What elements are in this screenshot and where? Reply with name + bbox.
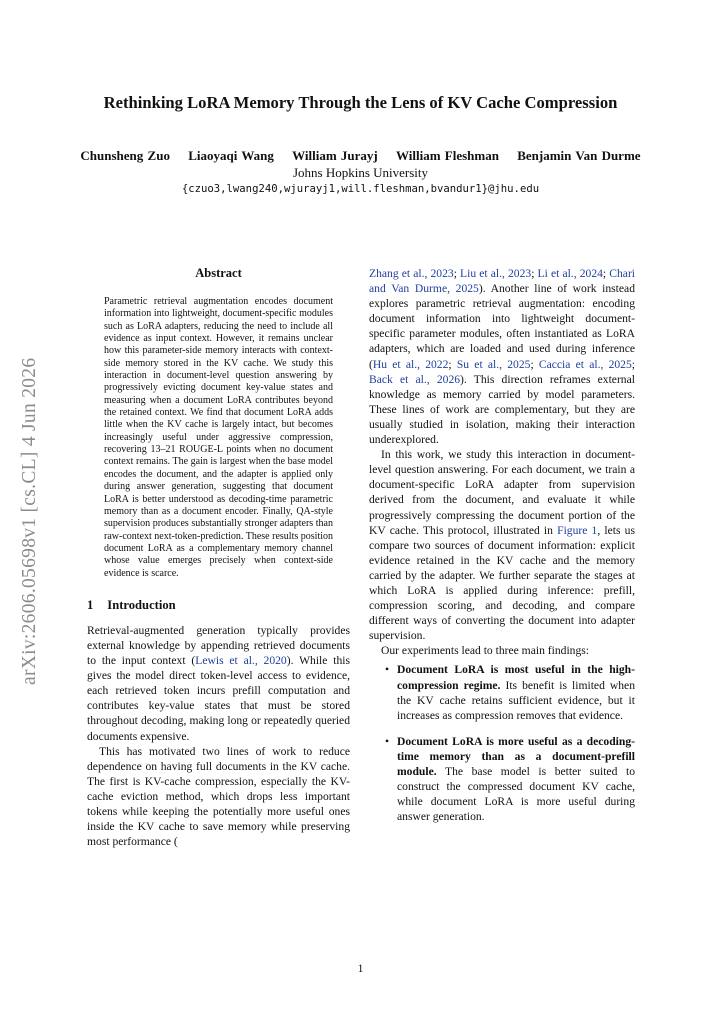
- citation-link[interactable]: Liu et al., 2023: [460, 267, 532, 280]
- paper-title: Rethinking LoRA Memory Through the Lens of KV Cache Compression: [103, 93, 618, 112]
- paragraph-text: In this work, we study this interaction in document-level question answering. For each document, we train a document-specific LoRA adapter from supervision derived from the document, and evaluate it while progressively compressing the document portion of the KV cache. This protocol, illustrated in: [369, 448, 635, 537]
- intro-paragraph-3: [369, 447, 635, 643]
- left-column: [87, 266, 350, 849]
- affiliation: Johns Hopkins University: [292, 165, 429, 180]
- author-emails: {czuo3,lwang240,wjurayj1,will.fleshman,bvandur1}@jhu.edu: [181, 183, 540, 195]
- author-name: Chunsheng Zuo: [80, 148, 170, 163]
- section-heading-introduction: [87, 598, 350, 613]
- abstract-heading: Abstract: [195, 266, 242, 280]
- finding-title: Document LoRA is most useful in the high-compression regime.: [397, 663, 635, 692]
- citation-link[interactable]: Back et al., 2026: [369, 372, 461, 386]
- citation-link[interactable]: Caccia et al., 2025: [538, 357, 632, 371]
- author-name: William Jurayj: [292, 148, 378, 163]
- paragraph-text: ). Another line of work instead explores parametric retrieval augmentation: encoding document information into lightweight document-specific parameter modules, often instantiated as LoRA adapters, which are loaded and used during inference (: [369, 282, 635, 371]
- author-name: Liaoyaqi Wang: [188, 148, 274, 163]
- citation-link[interactable]: Li et al., 2024: [537, 267, 603, 280]
- author-name: William Fleshman: [395, 148, 499, 163]
- page-number: 1: [357, 962, 364, 975]
- citation-link[interactable]: Lewis et al., 2020: [195, 654, 287, 668]
- section-title: Introduction: [107, 597, 176, 612]
- intro-paragraph-4: Our experiments lead to three main findings:: [381, 644, 589, 658]
- citation-link[interactable]: Hu et al., 2022: [372, 357, 449, 371]
- paragraph-text: This has motivated two lines of work to reduce dependence on having full documents in the KV cache. The first is KV-cache compression, especially the KV-cache eviction method, which drops less important tokens while keeping the potentially more useful ones inside the KV cache to save memory while preserving most performance (: [87, 744, 350, 849]
- finding-title: Document LoRA is more useful as a decoding-time memory than as a document-prefill module.: [397, 734, 635, 778]
- citation-link[interactable]: Chari and Van Durme, 2025: [369, 267, 636, 296]
- author-list: [0, 148, 721, 164]
- findings-list: [369, 662, 635, 824]
- right-column: [369, 266, 635, 835]
- list-item: [369, 662, 635, 722]
- paragraph-text: , lets us compare two sources of document information: explicit evidence retained in the KV cache and the memory carried by the adapter. We further separate the stages at which LoRA is applied during inference: prefill, compression scoring, and decoding, and compare different ways of converting the document into adapter supervision.: [369, 523, 635, 643]
- bullet-icon: •: [385, 734, 390, 748]
- section-number: 1: [87, 597, 94, 612]
- intro-paragraph-1: [87, 623, 350, 744]
- arxiv-stamp: arXiv:2606.05698v1 [cs.CL] 4 Jun 2026: [19, 357, 40, 685]
- abstract-text: Parametric retrieval augmentation encodes document information into lightweight, document-specific modules such as LoRA adapters, reducing the need to include all evidence as input context. However, it remains unclear how this parameter-side memory interacts with context-side memory stored in the KV cache. We study this interaction in document-level question answering by progressively evicting document key-value states and measuring when a document LoRA contributes beyond the retained context. We find that document LoRA adds little when the KV cache is largely intact, but becomes increasingly useful under aggressive compression, recovering 13–21 ROUGE-L points when no document context remains. The gain is largest when the base model encodes the document, and the adapter is applied only during answer generation, suggesting that document LoRA is better understood as decoding-time parametric memory than as a document encoder. Finally, QA-style supervision produces substantially stronger adapters than raw-context next-token-prediction. These results position document LoRA as a complementary memory channel whose value emerges precisely when context-side evidence is scarce.: [104, 296, 333, 579]
- citation-link[interactable]: Su et al., 2025: [456, 357, 531, 371]
- finding-text: The base model is better suited to construct the compressed document KV cache, while document LoRA is more useful during answer generation.: [397, 765, 635, 824]
- intro-paragraph-2-continued: Zhang et al., 2023; Liu et al., 2023; Li et al., 2024; Chari and Van Durme, 2025). Another line of work instead explores parametric retrieval augmentation: encoding document information into lightweight document-specific parameter modules, often instantiated as LoRA adapters, which are loaded and used during inference (Hu et al., 2022; Su et al., 2025; Caccia et al., 2025; Back et al., 2026). This direction reframes external knowledge as memory carried by model parameters. These lines of work are complementary, but they are usually studied in isolation, making their interaction underexplored.: [369, 267, 636, 447]
- list-item: [369, 734, 635, 825]
- intro-paragraph-2: [87, 744, 350, 850]
- paragraph-text: ). This direction reframes external knowledge as memory carried by model parameters. These lines of work are complementary, but they are usually studied in isolation, making their interaction underexplored.: [369, 372, 635, 447]
- author-name: Benjamin Van Durme: [517, 148, 641, 163]
- bullet-icon: •: [385, 663, 390, 677]
- paragraph-text: ). While this gives the model direct token-level access to evidence, each retrieved token incurs prefill computation and contributes key-value states that must be stored throughout decoding, making long or repeatedly queried documents expensive.: [87, 654, 350, 743]
- paragraph-text: Retrieval-augmented generation typically provides external knowledge by appending retrieved documents to the input context (: [87, 623, 350, 668]
- finding-text: Its benefit is limited when the KV cache retains sufficient evidence, but it increases as compression removes that evidence.: [397, 678, 636, 722]
- figure-link[interactable]: Figure 1: [557, 523, 598, 537]
- citation-link[interactable]: Zhang et al., 2023: [369, 267, 454, 280]
